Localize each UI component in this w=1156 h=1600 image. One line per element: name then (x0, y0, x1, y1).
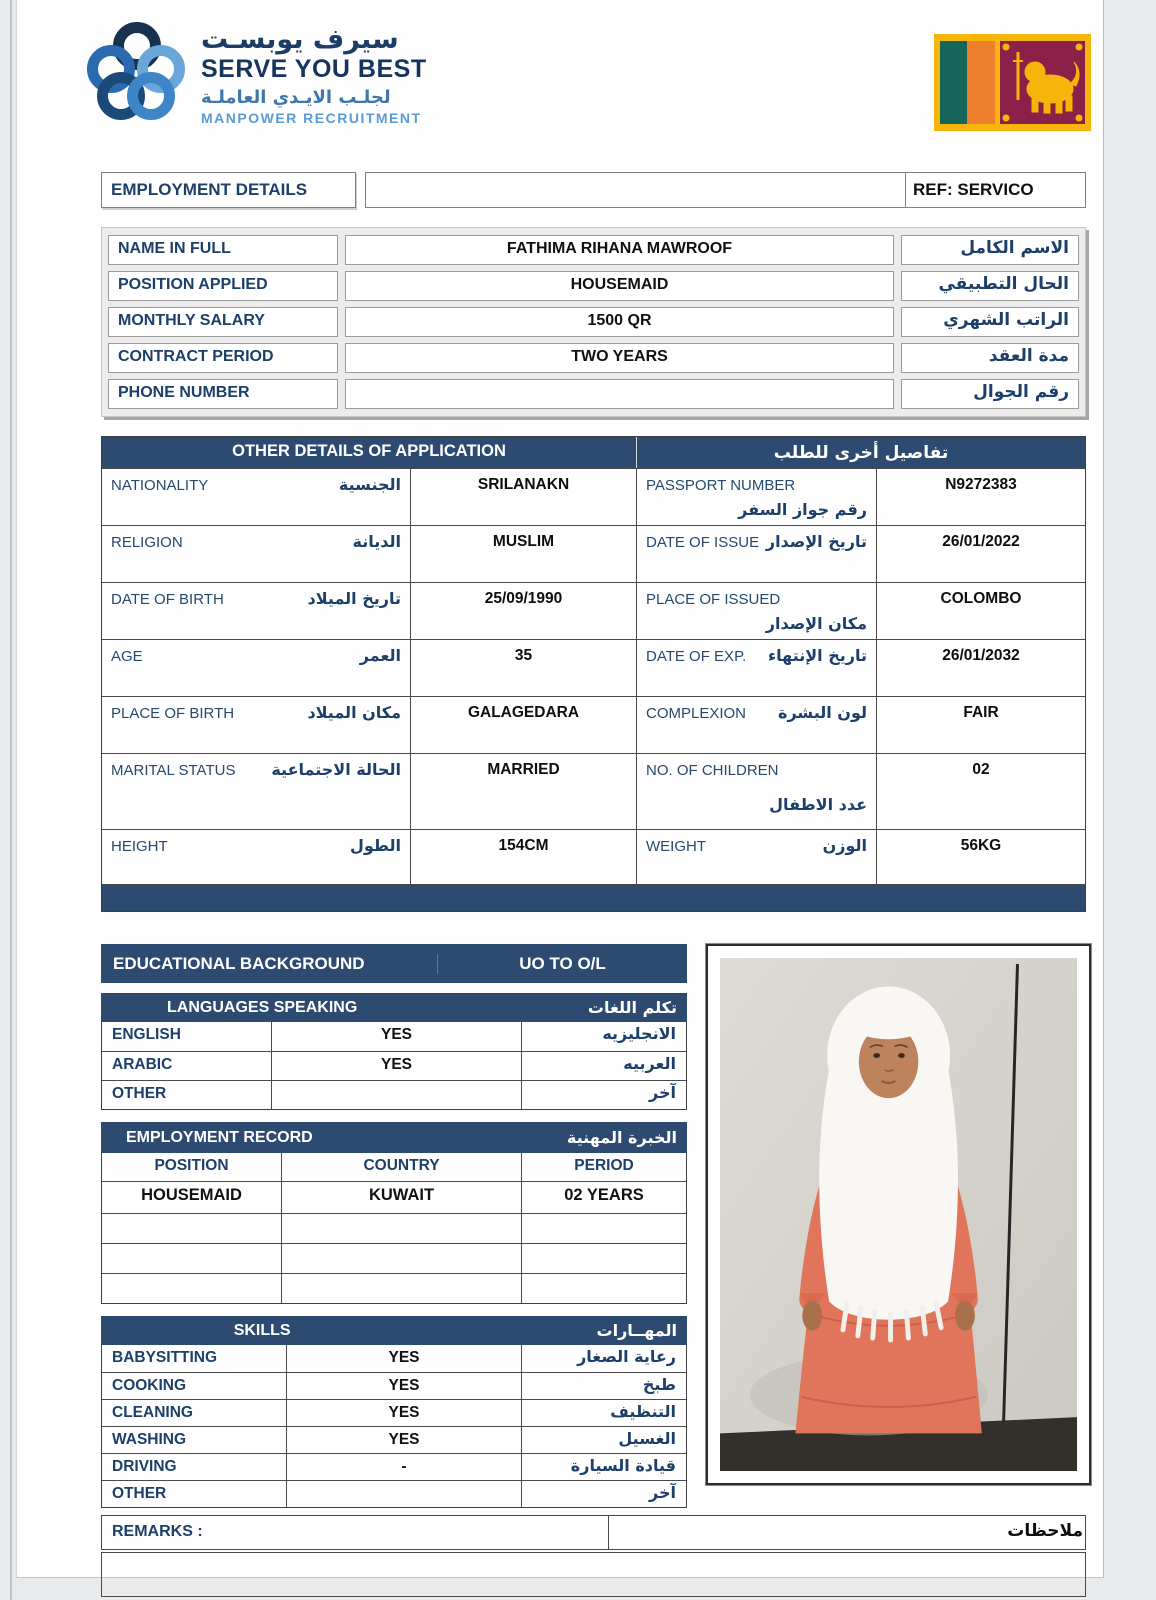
table-row (102, 1372, 686, 1399)
employment-details-title: EMPLOYMENT DETAILS (101, 172, 356, 208)
employment-record-header (101, 1122, 687, 1153)
field-arabic-label: الديانة (352, 532, 401, 551)
employment-details-bar (101, 172, 1086, 208)
document-header (101, 22, 1086, 160)
section-title-arabic: تفاصيل أخرى للطلب (773, 442, 949, 463)
field-arabic-label: الحالة الاجتماعية (271, 760, 401, 779)
field-arabic-label: تاريخ الميلاد (307, 589, 401, 608)
language-value: YES (272, 1022, 522, 1051)
skill-arabic: طبخ (642, 1375, 676, 1394)
field-value: 26/01/2032 (942, 647, 1020, 664)
main-details-table (101, 227, 1086, 417)
table-row (108, 343, 1079, 373)
field-arabic-label: عدد الاطفال (769, 794, 867, 814)
field-value: FAIR (963, 704, 999, 721)
table-row (102, 696, 1085, 753)
table-row (108, 235, 1079, 265)
field-label: WEIGHT (646, 838, 706, 855)
field-value: FATHIMA RIHANA MAWROOF (345, 235, 894, 265)
table-row (102, 525, 1085, 582)
field-label: HEIGHT (111, 838, 168, 855)
section-title-arabic: المهــارات (596, 1321, 677, 1340)
field-arabic-label: الحال التطبيقي (901, 271, 1079, 301)
logo-arabic-name: سيرف يوبسـت (201, 24, 399, 55)
field-arabic-label: تاريخ الإصدار (765, 532, 867, 551)
table-row (102, 468, 1085, 525)
languages-header (101, 993, 687, 1022)
skill-value: - (287, 1454, 522, 1480)
sri-lanka-flag-icon (934, 34, 1091, 131)
table-row (102, 1051, 686, 1080)
educational-background-bar (101, 944, 687, 983)
field-arabic-label: الاسم الكامل (901, 235, 1079, 265)
field-value: HOUSEMAID (345, 271, 894, 301)
section-title-arabic: الخبرة المهنية (566, 1128, 677, 1147)
language-arabic: الانجليزيه (602, 1024, 676, 1043)
table-row (108, 379, 1079, 409)
section-title-arabic: تكلم اللغات (587, 998, 677, 1017)
field-arabic-label: مكان الإصدار (765, 614, 867, 633)
field-arabic-label: الوزن (822, 836, 867, 855)
field-value: N9272383 (945, 476, 1017, 493)
table-row (102, 1273, 686, 1303)
record-period: 02 YEARS (564, 1186, 644, 1204)
section-title: OTHER DETAILS OF APPLICATION (102, 437, 637, 468)
languages-table (101, 1022, 687, 1110)
field-label: DATE OF ISSUE (646, 534, 760, 551)
section-title: LANGUAGES SPEAKING (167, 998, 358, 1016)
logo-text (201, 22, 427, 126)
skill-value: YES (287, 1427, 522, 1453)
remarks-label: REMARKS : (102, 1516, 609, 1549)
table-row (108, 271, 1079, 301)
record-country (282, 1274, 522, 1303)
field-label: CONTRACT PERIOD (108, 343, 338, 373)
language-label: OTHER (102, 1081, 272, 1109)
table-footer-bar (102, 884, 1085, 911)
field-arabic-label: الجنسية (338, 475, 401, 494)
section-title: EDUCATIONAL BACKGROUND (113, 953, 365, 973)
field-value: 56KG (960, 837, 1002, 854)
field-label: PLACE OF BIRTH (111, 705, 235, 722)
logo-english-tagline: MANPOWER RECRUITMENT (201, 110, 422, 126)
field-label: MONTHLY SALARY (108, 307, 338, 337)
column-header-row (102, 1153, 686, 1181)
field-label: NAME IN FULL (108, 235, 338, 265)
applicant-photo (706, 944, 1091, 1485)
other-details-header (102, 437, 1085, 468)
table-row (102, 1243, 686, 1273)
skill-arabic: الغسيل (618, 1429, 676, 1448)
record-country (282, 1214, 522, 1243)
skill-label: OTHER (102, 1481, 287, 1507)
table-row (102, 1399, 686, 1426)
language-label: ENGLISH (102, 1022, 272, 1051)
table-row (102, 582, 1085, 639)
field-arabic-label: رقم جواز السفر (738, 500, 867, 519)
record-position: HOUSEMAID (102, 1182, 282, 1213)
table-row (102, 1022, 686, 1051)
skill-value: YES (287, 1345, 522, 1372)
record-position (102, 1274, 282, 1303)
table-row (102, 1480, 686, 1507)
table-row (102, 753, 1085, 829)
field-arabic-label: تاريخ الإنتهاء (767, 646, 867, 665)
language-label: ARABIC (102, 1052, 272, 1080)
table-row (102, 1213, 686, 1243)
document-page (16, 0, 1104, 1578)
field-label: POSITION APPLIED (108, 271, 338, 301)
field-label: AGE (111, 648, 143, 665)
table-row (102, 1080, 686, 1109)
record-period (522, 1244, 686, 1273)
education-value: UO TO O/L (437, 954, 687, 974)
skill-label: CLEANING (102, 1400, 287, 1426)
field-label: NO. OF CHILDREN (646, 762, 779, 779)
skill-label: WASHING (102, 1427, 287, 1453)
field-label: PASSPORT NUMBER (646, 477, 796, 494)
field-value: 02 (972, 761, 990, 778)
employment-record-table (101, 1153, 687, 1304)
field-value: 154CM (411, 830, 637, 884)
field-value: SRILANAKN (411, 469, 637, 525)
field-value: 1500 QR (345, 307, 894, 337)
other-details-table (101, 436, 1086, 912)
remarks-empty-field (101, 1552, 1086, 1597)
field-label: PLACE OF ISSUED (646, 591, 781, 608)
logo-arabic-tagline: لجلـب الايـدي العاملـة (201, 87, 391, 108)
skill-label: DRIVING (102, 1454, 287, 1480)
skill-value: YES (287, 1400, 522, 1426)
skills-table (101, 1345, 687, 1508)
record-period (522, 1274, 686, 1303)
field-label: DATE OF BIRTH (111, 591, 224, 608)
language-value (272, 1081, 522, 1109)
skill-arabic: رعاية الصغار (577, 1347, 676, 1366)
field-value: MARRIED (411, 754, 637, 829)
field-label: RELIGION (111, 534, 183, 551)
skill-arabic: التنظيف (610, 1402, 676, 1421)
remarks-row (101, 1515, 1086, 1550)
field-arabic-label: الطول (350, 836, 401, 855)
field-value: 26/01/2022 (942, 533, 1020, 550)
field-value: 35 (411, 640, 637, 696)
skill-label: COOKING (102, 1373, 287, 1399)
skill-arabic: قيادة السيارة (570, 1456, 676, 1475)
logo-english-name: SERVE YOU BEST (201, 55, 427, 83)
field-label: DATE OF EXP. (646, 648, 747, 665)
table-row (102, 639, 1085, 696)
remarks-arabic: ملاحظات (1007, 1521, 1083, 1541)
table-row (102, 1426, 686, 1453)
field-arabic-label: لون البشرة (778, 703, 867, 722)
language-value: YES (272, 1052, 522, 1080)
record-position (102, 1214, 282, 1243)
skill-arabic: آخر (649, 1483, 676, 1502)
table-row (108, 307, 1079, 337)
field-arabic-label: الراتب الشهري (901, 307, 1079, 337)
record-position (102, 1244, 282, 1273)
reference-number: REF: SERVICO (905, 173, 1085, 207)
field-value: GALAGEDARA (411, 697, 637, 753)
language-arabic: آخر (649, 1083, 676, 1102)
record-country (282, 1244, 522, 1273)
section-title: EMPLOYMENT RECORD (126, 1128, 313, 1146)
record-period (522, 1214, 686, 1243)
field-value: TWO YEARS (345, 343, 894, 373)
skill-value: YES (287, 1373, 522, 1399)
skill-value (287, 1481, 522, 1507)
language-arabic: العربيه (623, 1054, 676, 1073)
record-country: KUWAIT (282, 1182, 522, 1213)
skill-label: BABYSITTING (102, 1345, 287, 1372)
section-title: SKILLS (233, 1321, 291, 1339)
logo-rings-icon (87, 22, 187, 124)
column-header: COUNTRY (282, 1153, 522, 1181)
column-header: POSITION (102, 1153, 282, 1181)
field-label: NATIONALITY (111, 477, 209, 494)
employment-details-empty-cell (366, 173, 905, 207)
field-value (345, 379, 894, 409)
field-arabic-label: مدة العقد (901, 343, 1079, 373)
skills-header (101, 1316, 687, 1345)
table-row (102, 1345, 686, 1372)
table-row (102, 829, 1085, 884)
field-label: MARITAL STATUS (111, 762, 236, 779)
field-value: COLOMBO (940, 590, 1022, 607)
field-label: COMPLEXION (646, 705, 747, 722)
field-value: 25/09/1990 (411, 583, 637, 639)
column-header: PERIOD (574, 1157, 634, 1174)
table-row (102, 1181, 686, 1213)
field-label: PHONE NUMBER (108, 379, 338, 409)
field-arabic-label: العمر (359, 646, 401, 665)
field-arabic-label: مكان الميلاد (307, 703, 401, 722)
field-arabic-label: رقم الجوال (901, 379, 1079, 409)
table-row (102, 1453, 686, 1480)
field-value: MUSLIM (411, 526, 637, 582)
